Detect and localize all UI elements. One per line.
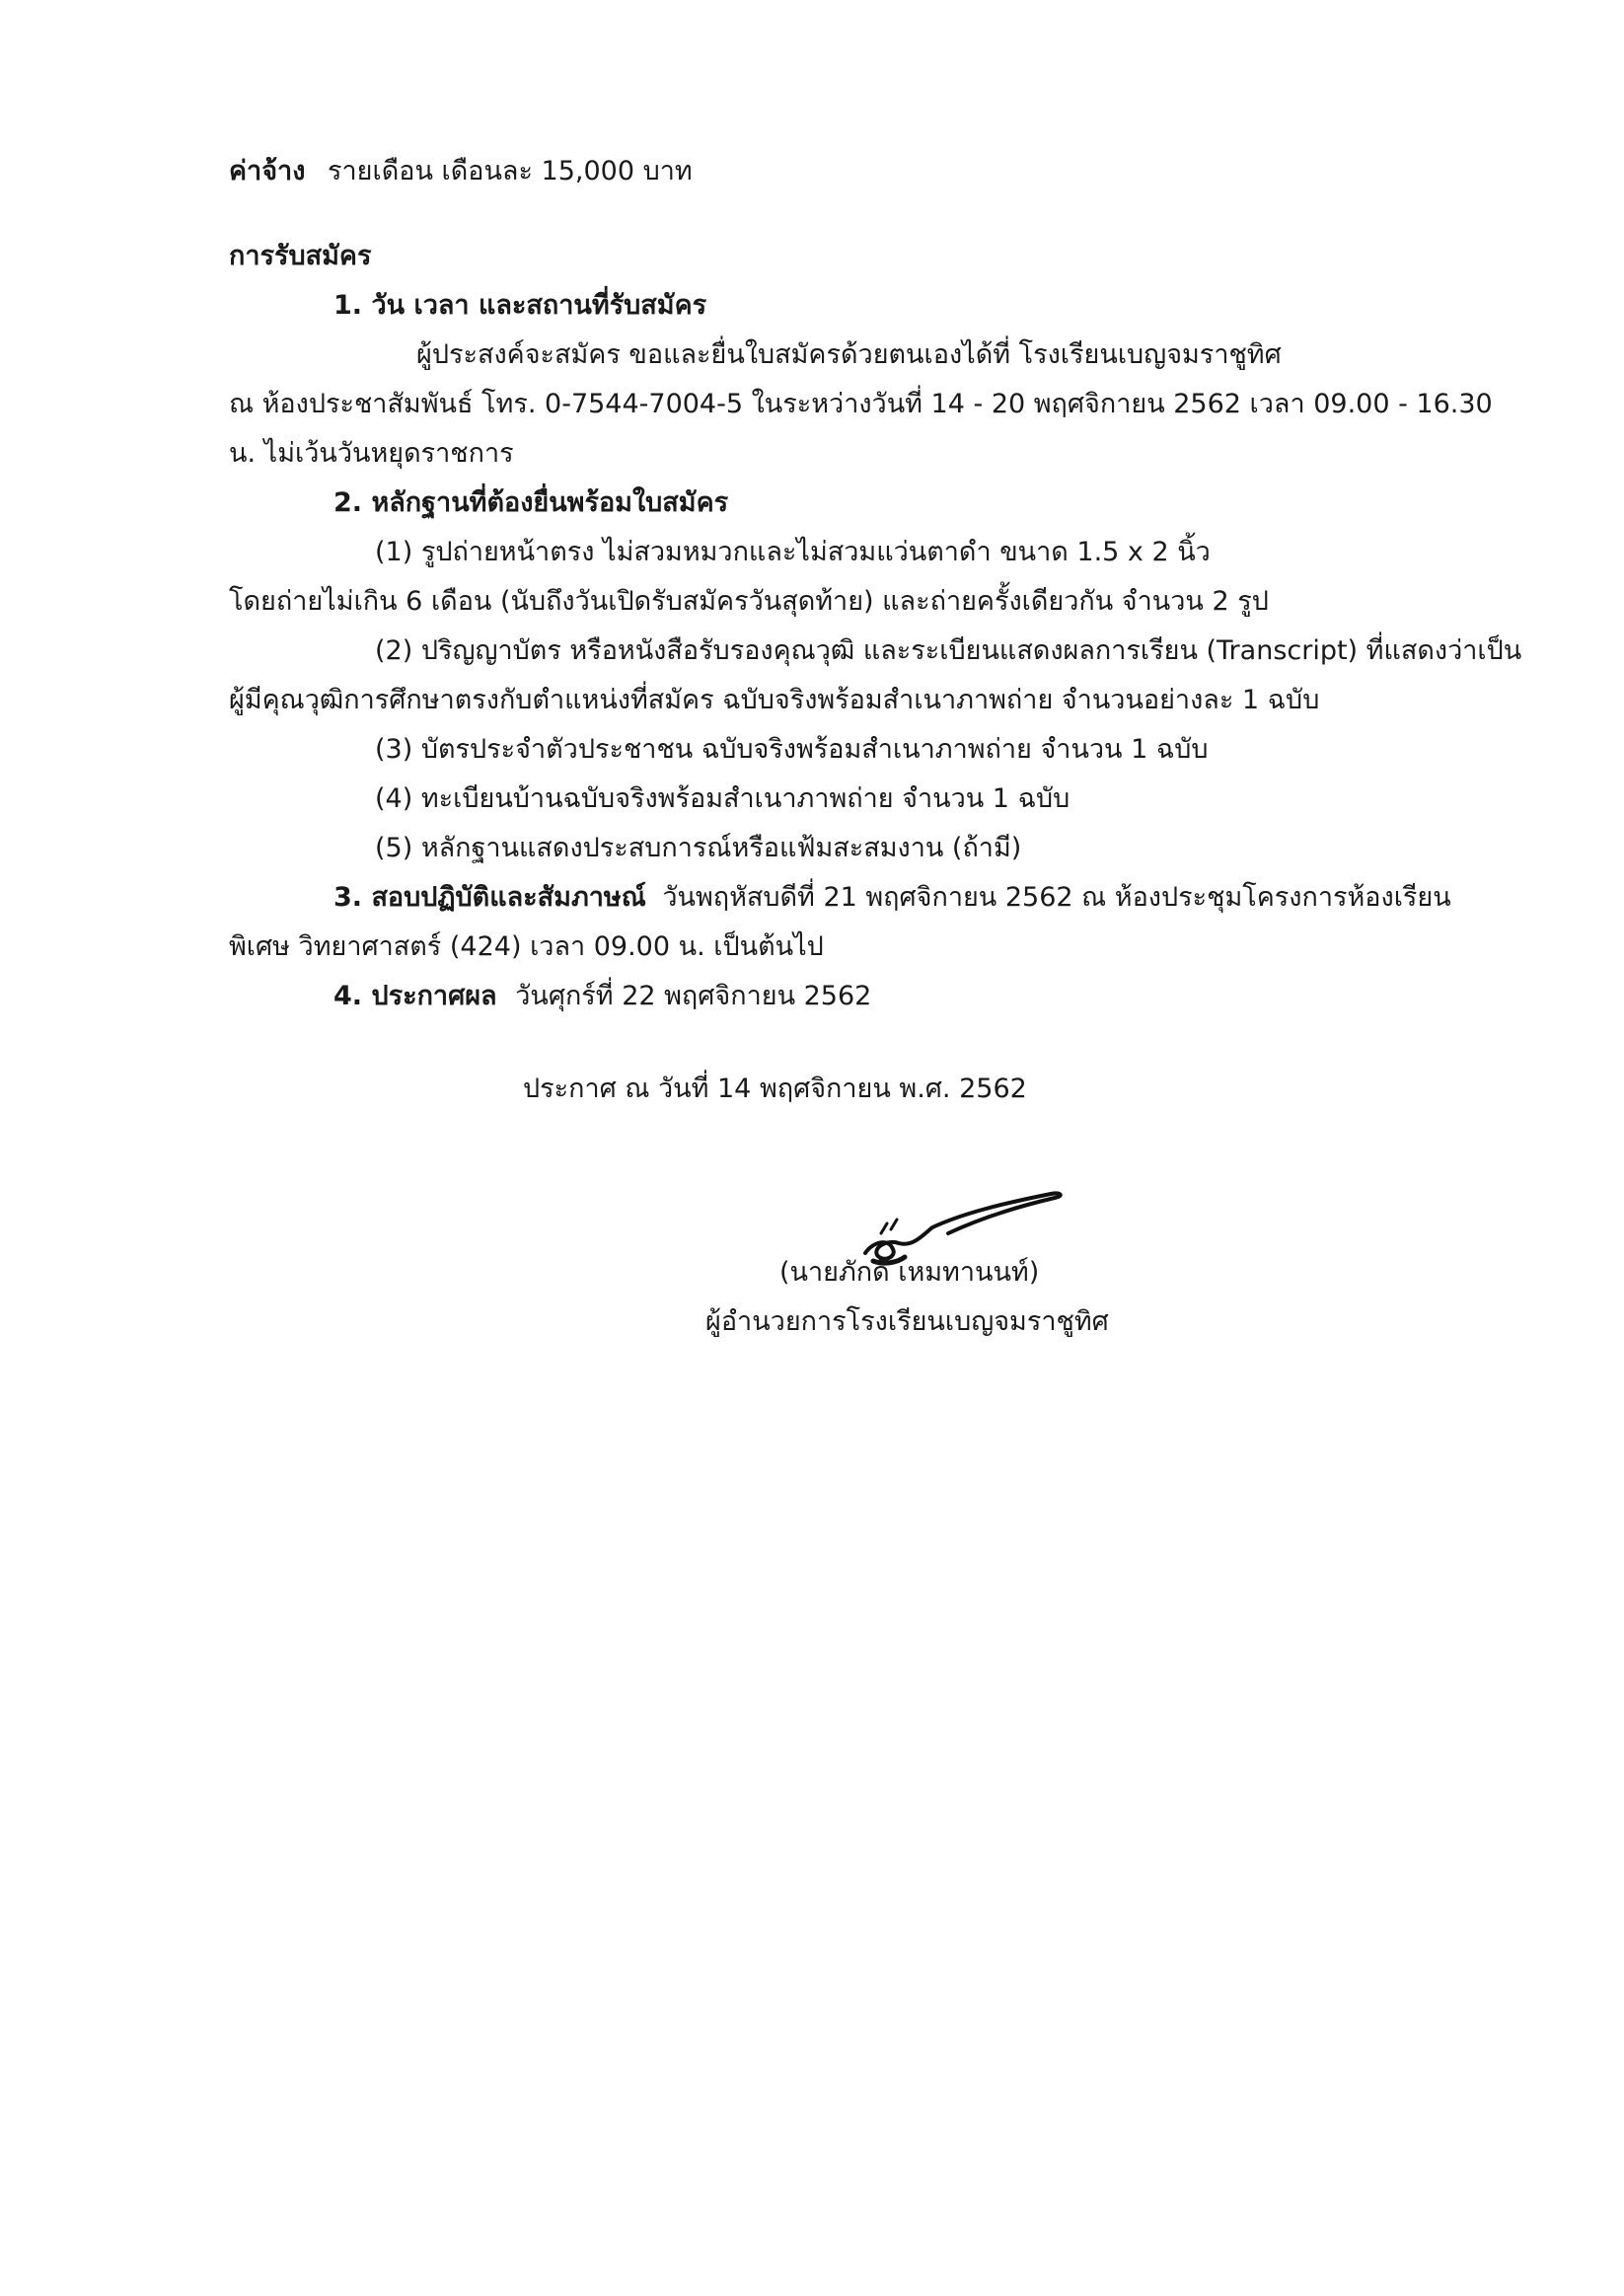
item3-title: 3. สอบปฏิบัติและสัมภาษณ์ bbox=[333, 882, 646, 913]
item4-text: วันศุกร์ที่ 22 พฤศจิกายน 2562 bbox=[515, 981, 872, 1011]
doc3: (3) บัตรประจำตัวประชาชน ฉบับจริงพร้อมสำเนาภาพถ่าย จำนวน 1 ฉบับ bbox=[375, 734, 1209, 765]
wage-line bbox=[229, 152, 693, 191]
item1-title: 1. วัน เวลา และสถานที่รับสมัคร bbox=[333, 290, 707, 321]
item4-line bbox=[333, 977, 871, 1016]
doc1-line2: โดยถ่ายไม่เกิน 6 เดือน (นับถึงวันเปิดรับสมัครวันสุดท้าย) และถ่ายครั้งเดียวกัน จำนวน 2 รูป bbox=[229, 586, 1269, 617]
item4-title: 4. ประกาศผล bbox=[333, 981, 497, 1011]
item3-line2: พิเศษ วิทยาศาสตร์ (424) เวลา 09.00 น. เป็นต้นไป bbox=[229, 931, 824, 962]
item1-line2: ณ ห้องประชาสัมพันธ์ โทร. 0-7544-7004-5 ในระหว่างวันที่ 14 - 20 พฤศจิกายน 2562 เวลา 09.00 - 16.30 bbox=[229, 389, 1493, 419]
item1-line3: น. ไม่เว้นวันหยุดราชการ bbox=[229, 438, 514, 469]
doc1-line1: (1) รูปถ่ายหน้าตรง ไม่สวมหมวกและไม่สวมแว่นตาดำ ขนาด 1.5 x 2 นิ้ว bbox=[375, 537, 1211, 567]
item3-text: วันพฤหัสบดีที่ 21 พฤศจิกายน 2562 ณ ห้องประชุมโครงการห้องเรียน bbox=[662, 882, 1451, 913]
application-heading: การรับสมัคร bbox=[229, 241, 372, 271]
item1-line1: ผู้ประสงค์จะสมัคร ขอและยื่นใบสมัครด้วยตนเองได้ที่ โรงเรียนเบญจมราชูทิศ bbox=[416, 339, 1282, 370]
doc4: (4) ทะเบียนบ้านฉบับจริงพร้อมสำเนาภาพถ่าย จำนวน 1 ฉบับ bbox=[375, 783, 1070, 814]
signatory-position: ผู้อำนวยการโรงเรียนเบญจมราชูทิศ bbox=[705, 1306, 1109, 1337]
announcement-date: ประกาศ ณ วันที่ 14 พฤศจิกายน พ.ศ. 2562 bbox=[523, 1074, 1027, 1104]
item3-line1 bbox=[333, 878, 1451, 918]
doc2-line1: (2) ปริญญาบัตร หรือหนังสือรับรองคุณวุฒิ และระเบียนแสดงผลการเรียน (Transcript) ที่แสดงว่าเป็น bbox=[375, 635, 1522, 666]
item2-title: 2. หลักฐานที่ต้องยื่นพร้อมใบสมัคร bbox=[333, 487, 729, 518]
doc2-line2: ผู้มีคุณวุฒิการศึกษาตรงกับตำแหน่งที่สมัคร ฉบับจริงพร้อมสำเนาภาพถ่าย จำนวนอย่างละ 1 ฉบับ bbox=[229, 685, 1320, 715]
signatory-name: (นายภักดี เหมทานนท์) bbox=[779, 1257, 1040, 1288]
wage-label: ค่าจ้าง bbox=[229, 156, 306, 186]
wage-text: รายเดือน เดือนละ 15,000 บาท bbox=[327, 156, 693, 186]
doc5: (5) หลักฐานแสดงประสบการณ์หรือแฟ้มสะสมงาน (ถ้ามี) bbox=[375, 833, 1022, 863]
